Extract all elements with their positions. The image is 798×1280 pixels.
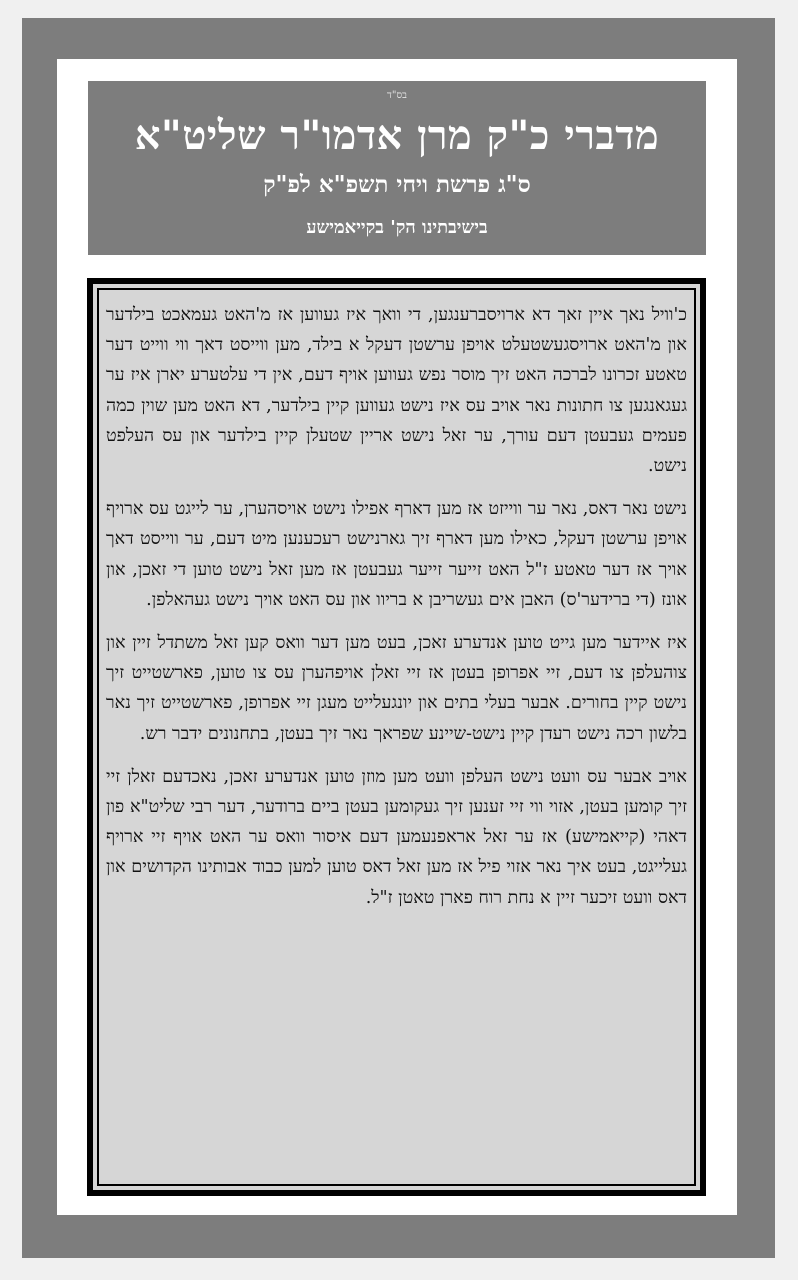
header-banner (88, 81, 706, 255)
body-text (106, 300, 687, 1178)
bsd-mark: בס"ד (387, 90, 407, 101)
paragraph-2: נישט נאר דאס, נאר ער ווייזט אז מען דארף אפילו נישט אויסהערן, ער לייגט עס ארויף אויפן ערשטן דעקל, כאילו מען דארף זיך גארנישט רעכענען מיט דעם, ער ווייסט דאך אויך אז דער טאטע ז"ל האט זייער זייער געבעטן אז מען זאל נישט טוען די זאכן, און אונז (די ברידער'ס) האבן אים געשריבן א בריוו און עס האט אויך נישט געהאלפן. (106, 499, 687, 610)
page-sheet (57, 59, 737, 1215)
page-subtitle: ס"ג פרשת ויחי תשפ"א לפ"ק (263, 171, 531, 198)
paragraph-1: כ'וויל נאך איין זאך דא ארויסברענגען, די וואך איז געווען אז מ'האט געמאכט בילדער און מ'האט ארויסגעשטעלט אויפן ערשטן דעקל א בילד, מען ווייסט דאך ווי ווייט דער טאטע זכרונו לברכה האט זיך מוסר נפש געווען אויף דעם, אין די עלטערע יארן איז ער געגאנגען צו חתונות נאר אויב עס איז נישט געווען קיין בילדער, דא האט מען שוין כמה פעמים געבעטן דעם עורך, ער זאל נישט אריין שטעלן קיין בילדער און עס העלפט נישט. (106, 305, 687, 477)
paragraph-4: אויב אבער עס וועט נישט העלפן וועט מען מוזן טוען אנדערע זאכן, נאכדעם זאלן זיי זיך קומען בעטן, אזוי ווי זיי זענען זיך געקומען בעטן ביים ברודער, דער רבי שליט"א פון דאהי (קייאמישע) אז ער זאל אראפנעמען דעם איסור וואס ער האט אויף זיי ארויף געלייגט, בעט איך נאר אזוי פיל אז מען זאל דאס טוען למען כבוד אבותינו הקדושים און דאס וועט זיכער זיין א נחת רוח פארן טאטן ז"ל. (106, 766, 687, 908)
body-text-box (87, 278, 706, 1196)
outer-gray-frame (22, 18, 775, 1258)
location-line: בישיבתינו הק' בקייאמישע (306, 217, 488, 238)
page-title: מדברי כ"ק מרן אדמו"ר שליט"א (134, 112, 660, 159)
paragraph-3: איז איידער מען גייט טוען אנדערע זאכן, בעט מען דער וואס קען זאל משתדל זיין און צוהעלפן צו דעם, זיי אפרופן בעטן אז זיי זאלן אויפהערן עס צו טוען, פארשטייט זיך נישט קיין בחורים. אבער בעלי בתים און יונגעלייט מעגן זיי אפרופן, פארשטייט זיך נאר בלשון רכה נישט רעדן קיין נישט-שיינע שפראך נאר זיך בעטן, בתחנונים ידבר רש. (106, 633, 687, 744)
